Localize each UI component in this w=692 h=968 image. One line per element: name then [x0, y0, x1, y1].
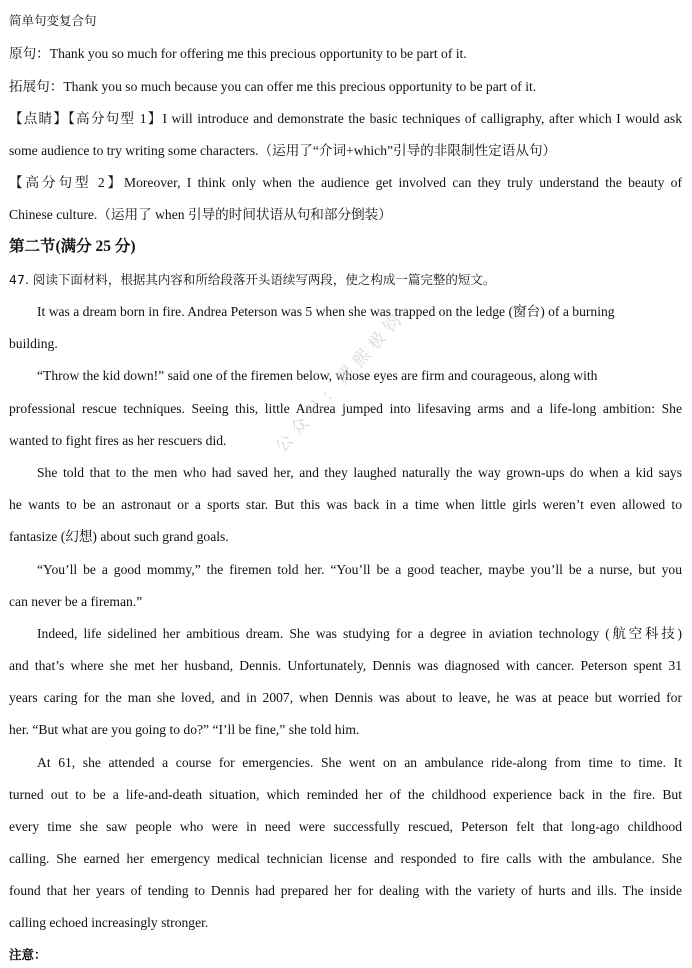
- question-instruction: 47. 阅读下面材料，根据其内容和所给段落开头语续写两段，使之构成一篇完整的短文。: [9, 272, 496, 287]
- passage-line: wanted to fight fires as her rescuers did.: [9, 433, 227, 448]
- passage-line: found that her years of tending to Dennis had prepared her for dealing with the variety of hurts and ills. The inside: [9, 883, 682, 898]
- passage-line: professional rescue techniques. Seeing this, little Andrea jumped into lifesaving arms and a life-long ambition: She: [9, 401, 682, 416]
- passage-line: It was a dream born in fire. Andrea Peterson was 5 when she was trapped on the ledge (窗台) of a burning: [37, 304, 615, 319]
- passage-line: calling. She earned her emergency medical technician license and responded to fire calls with the ambulance. She: [9, 851, 682, 866]
- passage-line: fantasize (幻想) about such grand goals.: [9, 529, 229, 544]
- passage-line: “You’ll be a good mommy,” the firemen told her. “You’ll be a good teacher, maybe you’ll be a nurse, but you: [37, 562, 682, 577]
- original-sentence: 原句：Thank you so much for offering me this precious opportunity to be part of it.: [9, 46, 467, 61]
- pattern-1-line-1: 【点睛】【高分句型 1】I will introduce and demonstrate the basic techniques of calligraphy, after which I would ask: [9, 111, 682, 126]
- passage-line: can never be a fireman.”: [9, 594, 143, 609]
- passage-line: At 61, she attended a course for emergencies. She went on an ambulance ride-along from time to time. It: [37, 755, 682, 770]
- expanded-sentence: 拓展句：Thank you so much because you can offer me this precious opportunity to be part of it.: [9, 79, 537, 94]
- note-label: 注意：: [9, 947, 47, 962]
- passage-line: She told that to the men who had saved her, and they laughed naturally the way grown-ups do when a kid says: [37, 465, 682, 480]
- passage-line: calling echoed increasingly stronger.: [9, 915, 209, 930]
- passage-line: turned out to be a life-and-death situation, which reminded her of the childhood experience back in the fire. But: [9, 787, 682, 802]
- section-heading: 第二节(满分 25 分): [9, 238, 136, 255]
- passage-line: and that’s where she met her husband, Dennis. Unfortunately, Dennis was diagnosed with cancer. Peterson spent 31: [9, 658, 682, 673]
- passage-line: Indeed, life sidelined her ambitious dream. She was studying for a degree in aviation technology (航空科技): [37, 626, 682, 641]
- watermark: 公众号：熙熙极钧: [271, 306, 410, 457]
- passage-line: building.: [9, 336, 58, 351]
- passage-line: years caring for the man she loved, and in 2007, when Dennis was about to leave, he was at peace but worried for: [9, 690, 682, 705]
- pattern-2-line-1: 【高分句型 2】Moreover, I think only when the audience get involved can they truly understand the beauty of: [9, 175, 682, 190]
- passage-line: he wants to be an astronaut or a sports star. But this was back in a time when little girls weren’t even allowed to: [9, 497, 682, 512]
- passage-line: “Throw the kid down!” said one of the firemen below, whose eyes are firm and courageous, along with: [37, 368, 598, 383]
- pattern-2-line-2: Chinese culture.（运用了 when 引导的时间状语从句和部分倒装）: [9, 207, 392, 222]
- pattern-1-line-2: some audience to try writing some characters.（运用了“介词+which”引导的非限制性定语从句）: [9, 143, 557, 158]
- section-label: 简单句变复合句: [9, 13, 97, 28]
- passage-line: every time she saw people who were in need were successfully rescued, Peterson felt that long-ago childhood: [9, 819, 682, 834]
- passage-line: her. “But what are you going to do?” “I’ll be fine,” she told him.: [9, 722, 360, 737]
